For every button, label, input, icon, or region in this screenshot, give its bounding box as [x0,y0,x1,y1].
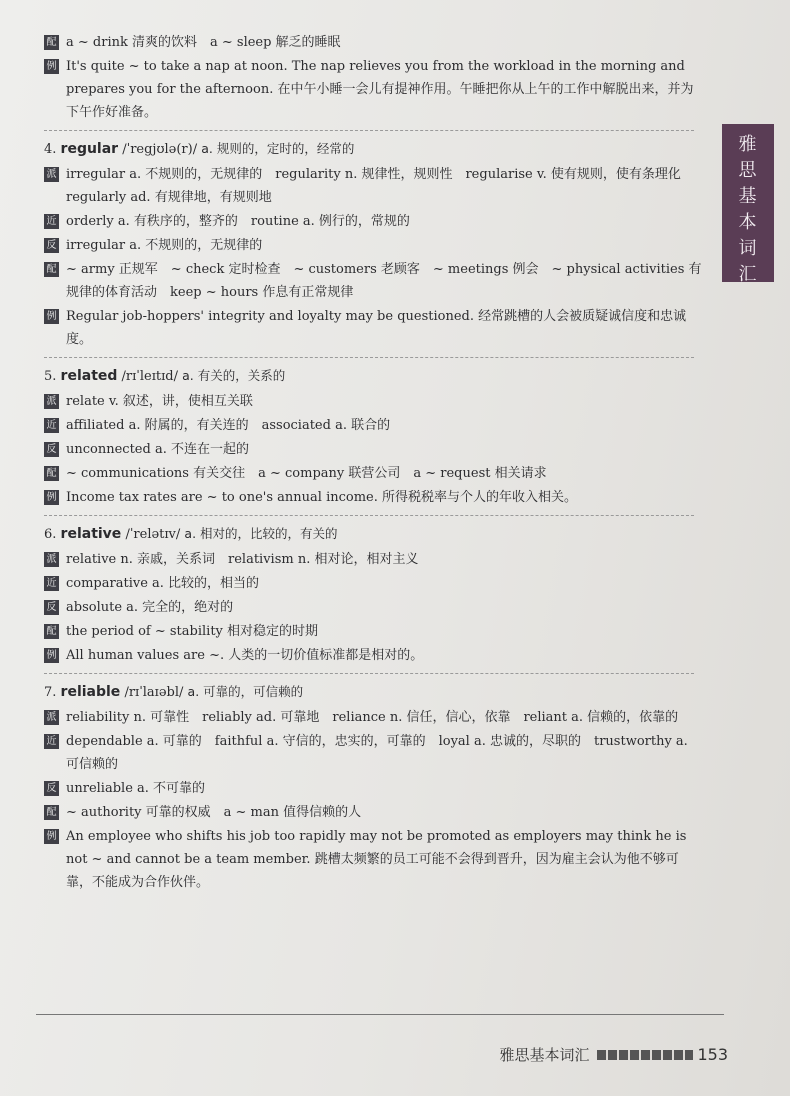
row-text: unconnected a. 不连在一起的 [66,442,249,457]
example-row [44,825,704,894]
side-tab-char: 汇 [738,264,758,285]
collocation-tag-icon: 配 [44,805,59,820]
collocation-tag-icon: 配 [44,35,59,50]
entry-heading [44,364,704,389]
row-text: a ~ drink 清爽的饮料 a ~ sleep 解乏的睡眠 [66,35,341,50]
antonym-row [44,234,704,257]
row-text: unreliable a. 不可靠的 [66,781,206,796]
entry-number: 4. [44,142,57,157]
antonym-row [44,438,704,461]
entry-phonetic: /ˈrelətɪv/ [125,527,181,542]
side-tab-char: 基 [738,186,758,207]
example-row [44,486,704,509]
row-text: reliability n. 可靠性 reliably ad. 可靠地 reliance n. 信任，信心，依靠 reliant a. 信赖的，依靠的 [66,710,679,725]
footer-rule [36,1014,724,1015]
antonym-tag-icon: 反 [44,781,59,796]
collocation-tag-icon: 配 [44,262,59,277]
antonym-row [44,777,704,800]
entry-word: related [60,368,118,384]
row-text: ~ authority 可靠的权威 a ~ man 值得信赖的人 [66,805,362,820]
divider [44,357,694,358]
collocation-row [44,258,704,304]
example-tag-icon: 例 [44,490,59,505]
derivative-row [44,163,704,209]
entry-heading [44,137,704,162]
example-tag-icon: 例 [44,309,59,324]
entry-word: regular [60,141,119,157]
derivative-tag-icon: 派 [44,394,59,409]
example-row [44,644,704,667]
entry-definition: a. 有关的，关系的 [182,368,286,383]
entry-word: reliable [60,684,121,700]
antonym-tag-icon: 反 [44,238,59,253]
example-tag-icon: 例 [44,648,59,663]
entry-definition: a. 规则的，定时的，经常的 [201,141,355,156]
entry-phonetic: /rɪˈleɪtɪd/ [121,369,178,384]
row-text: relative n. 亲戚，关系词 relativism n. 相对论，相对主义 [66,552,419,567]
antonym-row [44,596,704,619]
section-side-tab [722,124,774,285]
antonym-tag-icon: 反 [44,442,59,457]
footer-decoration [597,1050,693,1060]
synonym-tag-icon: 近 [44,214,59,229]
row-text: the period of ~ stability 相对稳定的时期 [66,624,319,639]
synonym-row [44,572,704,595]
side-tab-char: 本 [738,212,758,233]
example-row [44,305,704,351]
entry-definition: a. 相对的，比较的，有关的 [184,526,338,541]
collocation-row [44,801,704,824]
synonym-tag-icon: 近 [44,576,59,591]
entry-heading [44,522,704,547]
synonym-row [44,730,704,776]
synonym-row [44,414,704,437]
derivative-row [44,706,704,729]
row-text: ~ communications 有关交往 a ~ company 联营公司 a ~ request 相关请求 [66,466,547,481]
entry-number: 5. [44,369,57,384]
row-text: All human values are ~. 人类的一切价值标准都是相对的。 [66,648,424,663]
row-text: irregular a. 不规则的，无规律的 regularity n. 规律性，规则性 regularise v. 使有规则，使有条理化 regularly ad. 有规律地，有规则地 [66,167,694,205]
row-text: absolute a. 完全的，绝对的 [66,600,234,615]
side-tab-char: 雅 [738,134,758,155]
synonym-row [44,210,704,233]
antonym-tag-icon: 反 [44,600,59,615]
row-text: An employee who shifts his job too rapidly may not be promoted as employers may think he is not ~ and cannot be a team member. 跳槽太频繁的员工可能不会得到晋升，因为雇主会认为他不够可靠，不能成为合作伙伴。 [66,829,687,890]
entry-phonetic: /ˈregjʊlə(r)/ [122,142,198,157]
row-text: relate v. 叙述，讲，使相互关联 [66,394,253,409]
entry-heading [44,680,704,705]
footer-title: 雅思基本词汇 [499,1046,590,1064]
example-row [44,55,704,124]
row-text: ~ army 正规军 ~ check 定时检查 ~ customers 老顾客 ~ meetings 例会 ~ physical activities 有规律的体育活动 keep ~ hours 作息有正常规律 [66,262,702,300]
row-text: Regular job-hoppers' integrity and loyalty may be questioned. 经常跳槽的人会被质疑诚信度和忠诚度。 [66,309,687,347]
page-footer [499,1044,728,1065]
divider [44,515,694,516]
row-text: irregular a. 不规则的，无规律的 [66,238,263,253]
row-text: comparative a. 比较的，相当的 [66,576,260,591]
entry-number: 7. [44,685,57,700]
side-tab-char: 思 [738,160,758,181]
entry-phonetic: /rɪˈlaɪəbl/ [124,685,184,700]
row-text: It's quite ~ to take a nap at noon. The nap relieves you from the workload in the morning and prepares you for the afternoon. 在中午小睡一会儿有提神作用。午睡把你从上午的工作中解脱出来，并为下午作好准备。 [66,59,694,120]
collocation-tag-icon: 配 [44,466,59,481]
derivative-row [44,548,704,571]
row-text: orderly a. 有秩序的，整齐的 routine a. 例行的，常规的 [66,214,410,229]
synonym-tag-icon: 近 [44,734,59,749]
row-text: Income tax rates are ~ to one's annual income. 所得税税率与个人的年收入相关。 [66,490,577,505]
collocation-row [44,31,704,54]
synonym-tag-icon: 近 [44,418,59,433]
row-text: dependable a. 可靠的 faithful a. 守信的，忠实的，可靠的 loyal a. 忠诚的，尽职的 trustworthy a. 可信赖的 [66,734,688,772]
divider [44,130,694,131]
collocation-tag-icon: 配 [44,624,59,639]
example-tag-icon: 例 [44,829,59,844]
row-text: affiliated a. 附属的，有关连的 associated a. 联合的 [66,418,391,433]
derivative-tag-icon: 派 [44,710,59,725]
derivative-row [44,390,704,413]
collocation-row [44,620,704,643]
derivative-tag-icon: 派 [44,552,59,567]
example-tag-icon: 例 [44,59,59,74]
page-number: 153 [697,1045,728,1064]
entry-number: 6. [44,527,57,542]
collocation-row [44,462,704,485]
derivative-tag-icon: 派 [44,167,59,182]
entry-word: relative [60,526,122,542]
entry-definition: a. 可靠的，可信赖的 [187,684,304,699]
page-content [44,30,704,895]
divider [44,673,694,674]
side-tab-char: 词 [738,238,758,259]
